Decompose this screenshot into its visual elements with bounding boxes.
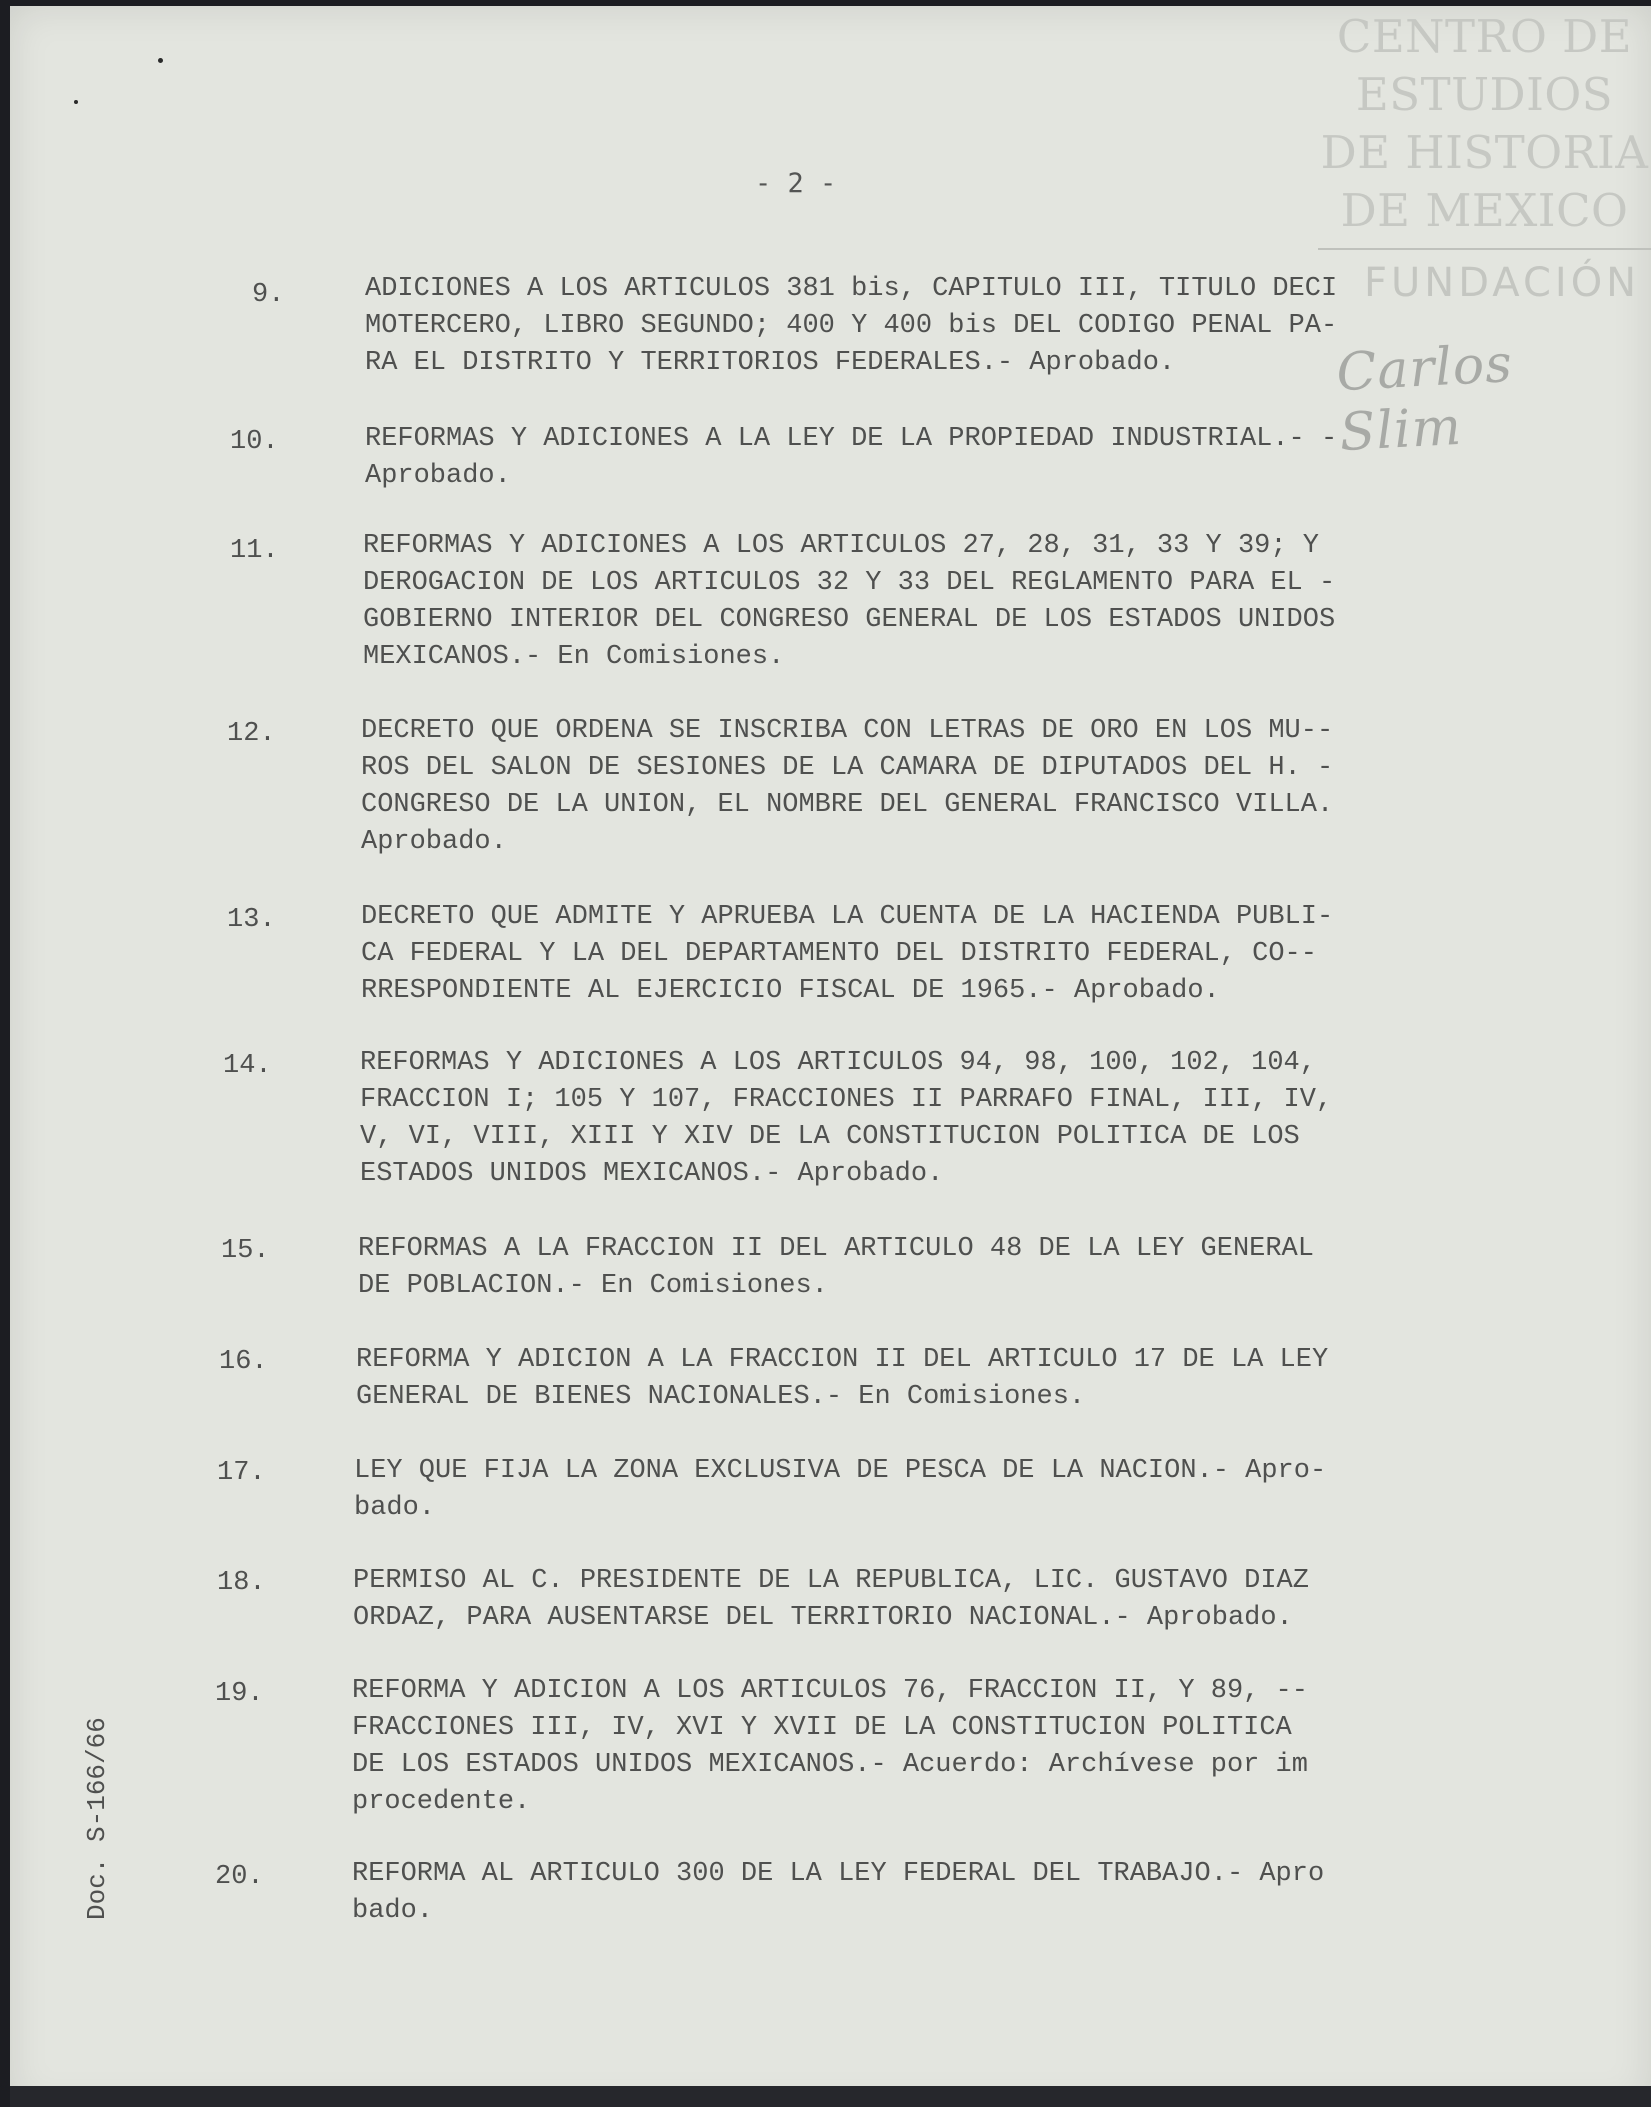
archive-watermark (1318, 8, 1651, 308)
item-number: 12. (227, 719, 276, 749)
item-text-line: MEXICANOS.- En Comisiones. (363, 642, 785, 672)
item-text-line: DE LOS ESTADOS UNIDOS MEXICANOS.- Acuerdo: Archívese por im (352, 1750, 1308, 1780)
item-number: 11. (230, 536, 279, 566)
watermark-line: DE HISTORIA (1320, 126, 1649, 179)
watermark-line: ESTUDIOS (1355, 68, 1614, 121)
item-text-line: bado. (354, 1493, 436, 1523)
item-text-line: FRACCION I; 105 Y 107, FRACCIONES II PARRAFO FINAL, III, IV, (360, 1085, 1333, 1115)
item-text-line: REFORMAS Y ADICIONES A LA LEY DE LA PROPIEDAD INDUSTRIAL.- - (365, 424, 1338, 454)
item-text-line: Aprobado. (365, 461, 511, 491)
item-text-line: DECRETO QUE ORDENA SE INSCRIBA CON LETRAS DE ORO EN LOS MU-- (361, 716, 1334, 746)
item-text-line: RRESPONDIENTE AL EJERCICIO FISCAL DE 1965.- Aprobado. (361, 976, 1220, 1006)
item-text-line: CONGRESO DE LA UNION, EL NOMBRE DEL GENERAL FRANCISCO VILLA. (361, 790, 1334, 820)
item-text-line: MOTERCERO, LIBRO SEGUNDO; 400 Y 400 bis DEL CODIGO PENAL PA- (365, 311, 1338, 341)
item-number: 15. (221, 1236, 270, 1266)
item-number: 16. (219, 1347, 268, 1377)
watermark-foundation: FUNDACIÓN (1364, 260, 1641, 306)
item-text-line: procedente. (352, 1787, 531, 1817)
item-text-line: RA EL DISTRITO Y TERRITORIOS FEDERALES.- Aprobado. (365, 348, 1176, 378)
item-text-line: GENERAL DE BIENES NACIONALES.- En Comisiones. (356, 1382, 1086, 1412)
item-text-line: REFORMAS Y ADICIONES A LOS ARTICULOS 27, 28, 31, 33 Y 39; Y (363, 531, 1319, 561)
item-text-line: ORDAZ, PARA AUSENTARSE DEL TERRITORIO NACIONAL.- Aprobado. (353, 1603, 1293, 1633)
item-text-line: GOBIERNO INTERIOR DEL CONGRESO GENERAL DE LOS ESTADOS UNIDOS (363, 605, 1336, 635)
item-text-line: CA FEDERAL Y LA DEL DEPARTAMENTO DEL DISTRITO FEDERAL, CO-- (361, 939, 1317, 969)
paper-speck (74, 100, 78, 104)
item-text-line: PERMISO AL C. PRESIDENTE DE LA REPUBLICA, LIC. GUSTAVO DIAZ (353, 1566, 1309, 1596)
item-text-line: REFORMA AL ARTICULO 300 DE LA LEY FEDERAL DEL TRABAJO.- Apro (352, 1859, 1325, 1889)
watermark-line: DE MEXICO (1340, 184, 1629, 237)
page-number: - 2 - (755, 168, 837, 199)
item-text-line: DE POBLACION.- En Comisiones. (358, 1271, 828, 1301)
item-text-line: Aprobado. (361, 827, 507, 857)
item-number: 20. (215, 1862, 264, 1892)
item-text-line: REFORMA Y ADICION A LOS ARTICULOS 76, FRACCION II, Y 89, -- (352, 1676, 1308, 1706)
paper-speck (158, 58, 163, 63)
item-text-line: REFORMA Y ADICION A LA FRACCION II DEL ARTICULO 17 DE LA LEY (356, 1345, 1329, 1375)
watermark-divider (1318, 248, 1651, 250)
item-text-line: REFORMAS Y ADICIONES A LOS ARTICULOS 94, 98, 100, 102, 104, (360, 1048, 1316, 1078)
item-text-line: ADICIONES A LOS ARTICULOS 381 bis, CAPITULO III, TITULO DECI (365, 274, 1338, 304)
item-text-line: ROS DEL SALON DE SESIONES DE LA CAMARA DE DIPUTADOS DEL H. - (361, 753, 1334, 783)
item-number: 18. (217, 1568, 266, 1598)
item-number: 14. (223, 1051, 272, 1081)
item-number: 19. (215, 1679, 264, 1709)
watermark-line: CENTRO DE (1336, 10, 1633, 63)
item-text-line: FRACCIONES III, IV, XVI Y XVII DE LA CONSTITUCION POLITICA (352, 1713, 1292, 1743)
scan-border (10, 2086, 1651, 2107)
item-text-line: LEY QUE FIJA LA ZONA EXCLUSIVA DE PESCA DE LA NACION.- Apro- (354, 1456, 1327, 1486)
item-text-line: ESTADOS UNIDOS MEXICANOS.- Aprobado. (360, 1159, 944, 1189)
item-text-line: REFORMAS A LA FRACCION II DEL ARTICULO 48 DE LA LEY GENERAL (358, 1234, 1314, 1264)
item-text-line: DEROGACION DE LOS ARTICULOS 32 Y 33 DEL REGLAMENTO PARA EL - (363, 568, 1336, 598)
item-number: 13. (227, 905, 276, 935)
document-reference: Doc. S-166/66 (82, 1717, 112, 1920)
item-text-line: bado. (352, 1896, 434, 1926)
watermark-signature: Carlos Slim (1335, 334, 1515, 464)
item-number: 10. (230, 427, 279, 457)
item-text-line: DECRETO QUE ADMITE Y APRUEBA LA CUENTA DE LA HACIENDA PUBLI- (361, 902, 1334, 932)
item-number: 9. (252, 280, 285, 310)
item-number: 17. (217, 1458, 266, 1488)
item-text-line: V, VI, VIII, XIII Y XIV DE LA CONSTITUCION POLITICA DE LOS (360, 1122, 1300, 1152)
